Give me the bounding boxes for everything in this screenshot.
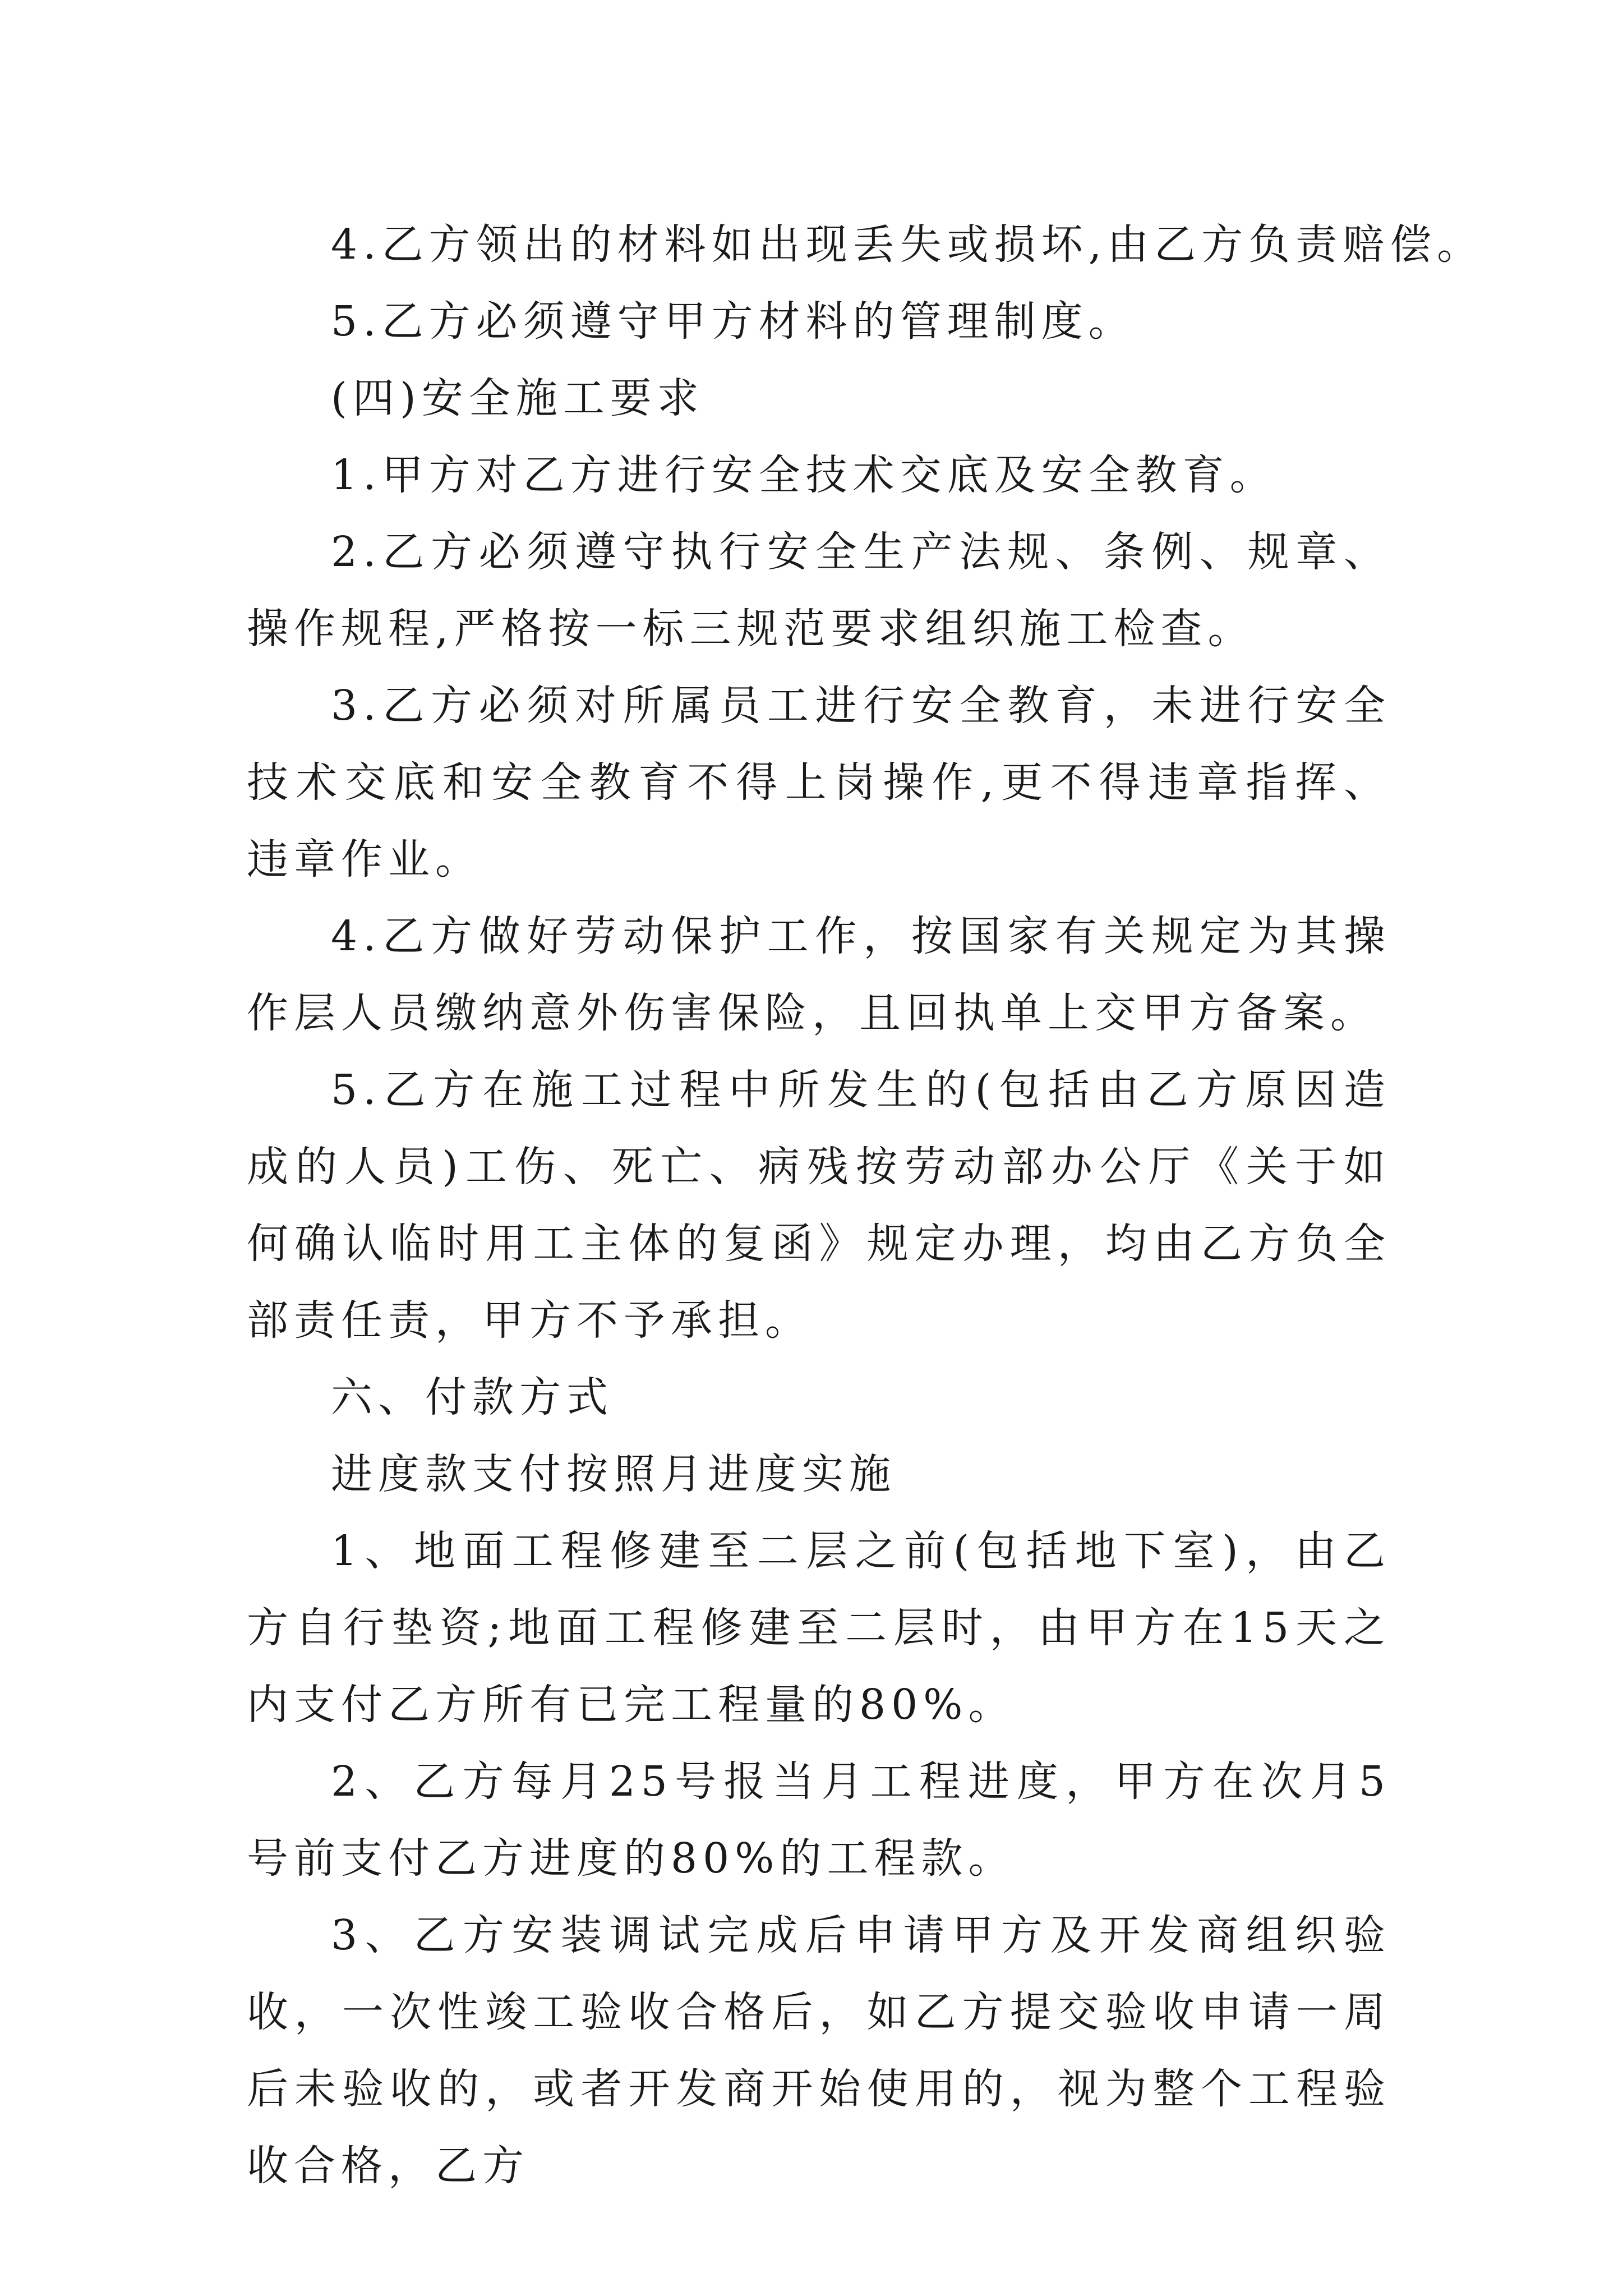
document-body [247, 206, 1484, 2205]
paragraph-material-rules: 5.乙方必须遵守甲方材料的管理制度。 [331, 297, 1136, 346]
paragraph-labor-protection: 4.乙方做好劳动保护工作，按国家有关规定为其操作层人员缴纳意外伤害保险，且回执单上交甲方备案。 [247, 912, 1391, 1037]
section-heading-payment: 六、付款方式 [331, 1373, 614, 1421]
paragraph-safety-briefing: 1.甲方对乙方进行安全技术交底及安全教育。 [331, 451, 1277, 499]
section-heading-safety: (四)安全施工要求 [331, 374, 704, 422]
paragraph-payment-clause-2: 2、乙方每月25号报当月工程进度，甲方在次月5号前支付乙方进度的80%的工程款。 [247, 1757, 1391, 1883]
paragraph-material-loss: 4.乙方领出的材料如出现丢失或损坏,由乙方负责赔偿。 [331, 220, 1484, 269]
paragraph-progress-payment: 进度款支付按照月进度实施 [331, 1450, 896, 1498]
paragraph-injury-liability: 5.乙方在施工过程中所发生的(包括由乙方原因造成的人员)工伤、死亡、病残按劳动部办公厅《关于如何确认临时用工主体的复函》规定办理，均由乙方负全部责任责，甲方不予承担。 [247, 1066, 1391, 1345]
paragraph-payment-clause-1: 1、地面工程修建至二层之前(包括地下室)，由乙方自行垫资;地面工程修建至二层时，由甲方在15天之内支付乙方所有已完工程量的80%。 [247, 1527, 1391, 1729]
paragraph-payment-clause-3: 3、乙方安装调试完成后申请甲方及开发商组织验收，一次性竣工验收合格后，如乙方提交验收申请一周后未验收的，或者开发商开始使用的，视为整个工程验收合格，乙方 [247, 1911, 1391, 2190]
paragraph-safety-regulations: 2.乙方必须遵守执行安全生产法规、条例、规章、操作规程,严格按一标三规范要求组织施工检查。 [247, 528, 1391, 653]
paragraph-staff-education: 3.乙方必须对所属员工进行安全教育，未进行安全技术交底和安全教育不得上岗操作,更不得违章指挥、违章作业。 [247, 682, 1391, 884]
